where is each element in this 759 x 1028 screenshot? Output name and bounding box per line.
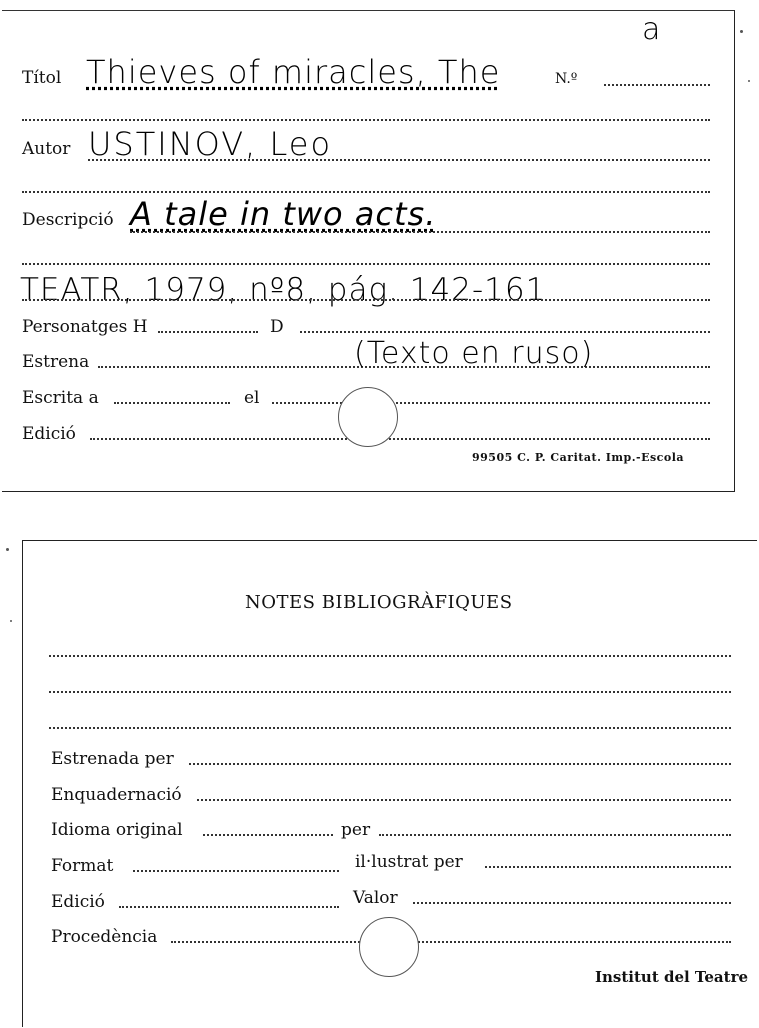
blank-line bbox=[22, 191, 710, 193]
enquadernacio-label: Enquadernació bbox=[51, 785, 182, 805]
el-line bbox=[272, 402, 710, 404]
catalog-card-front bbox=[2, 10, 735, 492]
el-label: el bbox=[244, 388, 260, 408]
no-line bbox=[604, 84, 710, 86]
punch-hole bbox=[359, 917, 419, 977]
descripcio-label: Descripció bbox=[22, 210, 114, 230]
escrita-label: Escrita a bbox=[22, 388, 99, 408]
scan-speck bbox=[740, 30, 743, 33]
edicio-label: Edició bbox=[22, 424, 76, 444]
valor-label: Valor bbox=[353, 888, 398, 908]
autor-label: Autor bbox=[22, 139, 71, 159]
scan-speck bbox=[748, 80, 750, 82]
titol-value: Thieves of miracles, The bbox=[86, 53, 501, 91]
institution-name: Institut del Teatre bbox=[595, 968, 749, 986]
estrena-note: (Texto en ruso) bbox=[354, 336, 594, 371]
illustrat-label: il·lustrat per bbox=[355, 852, 463, 872]
dones-line bbox=[300, 331, 710, 333]
edicio-back-line bbox=[119, 906, 339, 908]
notes-line-1 bbox=[49, 655, 731, 657]
edicio-line bbox=[90, 438, 710, 440]
source-underline bbox=[22, 299, 710, 301]
printer-imprint: 99505 C. P. Caritat. Imp.-Escola bbox=[472, 451, 685, 464]
edicio-back-label: Edició bbox=[51, 892, 105, 912]
no-label: N.º bbox=[555, 71, 578, 87]
idioma-label: Idioma original bbox=[51, 820, 183, 840]
punch-hole bbox=[338, 387, 398, 447]
escrita-line bbox=[114, 402, 230, 404]
d-label: D bbox=[270, 317, 284, 337]
source-line: TEATR, 1979, nº8, pág. 142-161 bbox=[20, 272, 547, 308]
valor-line bbox=[413, 902, 731, 904]
blank-line bbox=[22, 263, 710, 265]
estrenada-line bbox=[189, 763, 731, 765]
enquadernacio-line bbox=[197, 799, 731, 801]
format-label: Format bbox=[51, 856, 114, 876]
per-line bbox=[379, 834, 731, 836]
illustrat-line bbox=[485, 866, 731, 868]
corner-mark: a bbox=[642, 12, 662, 47]
notes-line-3 bbox=[49, 727, 731, 729]
catalog-card-back bbox=[22, 540, 757, 1027]
estrena-label: Estrena bbox=[22, 352, 90, 372]
scan-speck bbox=[10, 620, 12, 622]
idioma-line bbox=[203, 834, 333, 836]
per-label: per bbox=[341, 820, 371, 840]
autor-line bbox=[88, 159, 710, 161]
format-line bbox=[133, 870, 339, 872]
autor-value: USTINOV, Leo bbox=[88, 125, 333, 163]
descripcio-value: A tale in two acts. bbox=[130, 195, 437, 233]
procedencia-line bbox=[171, 941, 731, 943]
notes-heading: NOTES BIBLIOGRÀFIQUES bbox=[245, 592, 513, 613]
homes-line bbox=[158, 331, 258, 333]
estrenada-label: Estrenada per bbox=[51, 749, 174, 769]
scan-speck bbox=[6, 548, 9, 551]
procedencia-label: Procedència bbox=[51, 927, 158, 947]
descripcio-line bbox=[130, 231, 710, 233]
titol-label: Títol bbox=[22, 68, 62, 88]
personatges-label: Personatges H bbox=[22, 317, 148, 337]
notes-line-2 bbox=[49, 691, 731, 693]
blank-line bbox=[22, 119, 710, 121]
